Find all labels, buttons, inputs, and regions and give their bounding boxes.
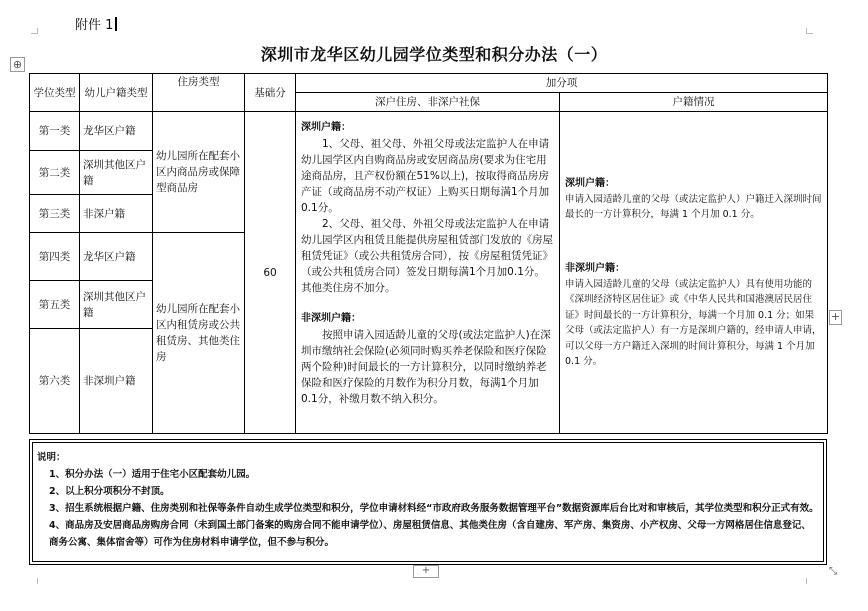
header-degree-type: 学位类型 [30,74,80,112]
housing-bonus-nonsz-heading: 非深圳户籍： [301,313,361,324]
hukou-bonus-cell [560,112,828,434]
header-child-hukou: 幼儿户籍类型 [80,74,153,112]
hukou-bonus-nonsz-heading: 非深圳户籍： [565,262,625,274]
hukou-bonus-sz-heading: 深圳户籍： [565,177,615,189]
header-bonus-hukou: 户籍情况 [560,93,828,112]
crop-mark [31,33,38,34]
hukou-cell: 非深圳户籍 [80,329,153,434]
housing-bonus-cell [296,112,560,434]
note-item: 3、招生系统根据户籍、住房类别和社保等条件自动生成学位类型和积分，学位申请材料经“市政府政务服务数据管理平台”数据资源库后台比对和审核后，其学位类型和积分正式有效。 [49,503,819,514]
header-base-score: 基础分 [245,74,296,112]
header-housing-type: 住房类型 [153,74,245,112]
spacer [301,296,554,311]
hukou-cell: 非深户籍 [80,195,153,233]
table-row [30,112,828,151]
housing-owned-cell: 幼儿园所在配套小区内商品房或保障型商品房 [153,112,245,233]
notes-inner [32,442,824,562]
text-cursor [115,17,117,31]
note-item: 1、积分办法（一）适用于住宅小区配套幼儿园。 [49,469,256,480]
add-column-button[interactable]: + [830,310,841,323]
hukou-bonus-sz-text: 申请入园适龄儿童的父母（或法定监护人）户籍迁入深圳时间最长的一方计算积分，每满 1 个月加 0.1 分。 [565,193,822,220]
note-item: 4、商品房及安居商品房购房合同（未到国土部门备案的购房合同不能申请学位）、房屋租赁信息、其他类住房（含自建房、军产房、集资房、小产权房、父母一方网格居住信息登记、商务公寓、集体宿舍等）可作为住房材料申请学位，但不参与积分。 [49,520,811,548]
housing-bonus-sz-item2: 2、父母、祖父母、外祖父母或法定监护人在申请幼儿园学区内租赁且能提供房屋租赁部门发放的《房屋租赁凭证》（或公共租赁房合同），按《房屋租赁凭证》（或公共租赁房合同）签发日期每满1个月加0.1分。其他类住房不加分。 [301,218,553,294]
table-header-row [30,74,828,93]
header-bonus: 加分项 [296,74,828,93]
table-resize-icon[interactable]: ⤡ [829,566,837,577]
category-cell: 第六类 [30,329,80,434]
housing-rented-cell: 幼儿园所在配套小区内租赁房或公共租赁房、其他类住房 [153,233,245,434]
table-move-handle-icon[interactable]: ⊕ [10,57,25,72]
housing-bonus-sz-heading: 深圳户籍： [301,122,351,133]
notes-box [29,439,827,565]
base-score-cell: 60 [245,112,296,434]
note-item: 2、以上积分项积分不封顶。 [49,486,170,497]
category-cell: 第二类 [30,151,80,195]
crop-mark [37,578,38,584]
category-cell: 第三类 [30,195,80,233]
score-table [29,73,828,434]
page-title: 深圳市龙华区幼儿园学位类型和积分办法（一） [260,45,608,64]
attachment-label-text: 附件 1 [75,18,114,33]
hukou-cell: 龙华区户籍 [80,112,153,151]
add-row-button[interactable]: + [413,565,439,578]
attachment-label [75,14,117,33]
hukou-cell: 深圳其他区户籍 [80,281,153,329]
housing-bonus-nonsz-text: 按照申请入园适龄儿童的父母(或法定监护人)在深圳市缴纳社会保险(必须同时购买养老保险和医疗保险两个险种)时间最长的一方计算积分，以同时缴纳养老保险和医疗保险的月数作为积分月数，每满1个月加0.1分，补缴月数不纳入积分。 [301,329,551,405]
hukou-cell: 龙华区户籍 [80,233,153,281]
category-cell: 第四类 [30,233,80,281]
housing-bonus-sz-item1: 1、父母、祖父母、外祖父母或法定监护人在申请幼儿园学区内自购商品房或安居商品房(要求为住宅用途商品房，且产权份额在51%以上)，按取得商品房房产证（或商品房不动产权证）上购买日期每满1个月加0.1分。 [301,138,550,214]
notes-heading: 说明： [37,452,66,463]
hukou-cell: 深圳其他区户籍 [80,151,153,195]
spacer [565,223,822,261]
hukou-bonus-nonsz-text: 申请入园适龄儿童的父母（或法定监护人）具有使用功能的《深圳经济特区居住证》或《中华人民共和国港澳居民居住证》时间最长的一方计算积分，每满一个月加 0.1 分；如果父母（或法定监护人）有一方是深圳户籍的，经申请人申请，可以父母一方户籍迁入深圳的时间计算积分，每满 1 个月加 0.1 分。 [565,278,822,367]
crop-mark [806,33,813,34]
category-cell: 第五类 [30,281,80,329]
crop-mark [806,578,807,584]
category-cell: 第一类 [30,112,80,151]
header-bonus-housing: 深户住房、非深户社保 [296,93,560,112]
